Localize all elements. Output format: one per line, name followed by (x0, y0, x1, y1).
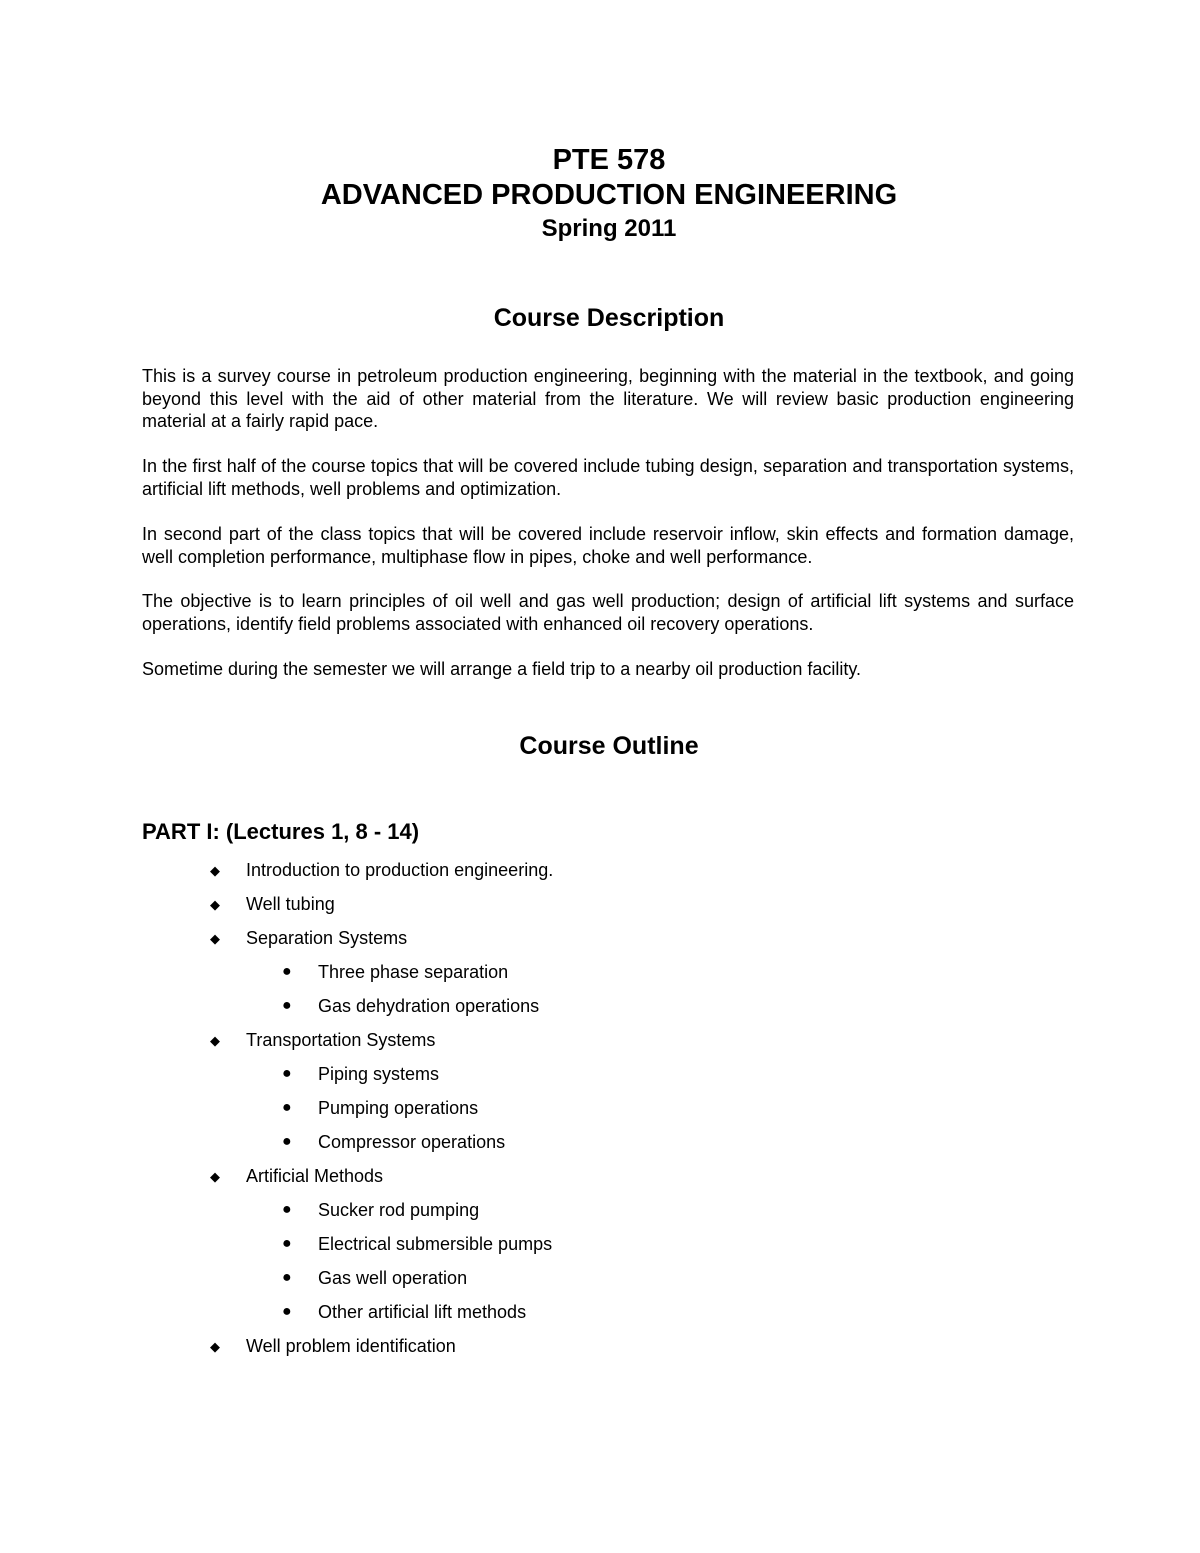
outline-subitem (0, 1093, 1200, 1127)
round-bullet-icon: ● (282, 1269, 292, 1286)
description-paragraph: The objective is to learn principles of oil well and gas well production; design of artificial lift systems and surface operations, identify field problems associated with enhanced oil recovery operations. (142, 591, 1074, 634)
description-heading: Course Description (493, 304, 725, 332)
round-bullet-icon: ● (282, 1235, 292, 1252)
outline-subitem (0, 1229, 1200, 1263)
diamond-bullet-icon: ◆ (210, 897, 220, 912)
diamond-bullet-icon: ◆ (210, 1339, 220, 1354)
outline-item-label: Artificial Methods (246, 1166, 384, 1186)
outline-item-label: Three phase separation (318, 962, 509, 982)
outline-subitem (0, 957, 1200, 991)
description-paragraph: Sometime during the semester we will arrange a field trip to a nearby oil production facility. (142, 659, 862, 679)
outline-item (0, 1025, 1200, 1059)
outline-item-label: Well tubing (246, 894, 335, 914)
outline-item-label: Gas dehydration operations (318, 996, 540, 1016)
outline-item (0, 889, 1200, 923)
diamond-bullet-icon: ◆ (210, 863, 220, 878)
part-heading: PART I: (Lectures 1, 8 - 14) (142, 819, 420, 844)
description-paragraph: This is a survey course in petroleum production engineering, beginning with the material in the textbook, and going beyond this level with the aid of other material from the literature. We will review basic production engineering material at a fairly rapid pace. (142, 366, 1074, 431)
diamond-bullet-icon: ◆ (210, 931, 220, 946)
outline-subitem (0, 1127, 1200, 1161)
outline-item (0, 923, 1200, 957)
outline-subitem (0, 1263, 1200, 1297)
outline-item (0, 855, 1200, 889)
round-bullet-icon: ● (282, 1201, 292, 1218)
outline-item-label: Piping systems (318, 1064, 440, 1084)
outline-heading: Course Outline (519, 732, 699, 760)
description-paragraph: In the first half of the course topics that will be covered include tubing design, separation and transportation systems, artificial lift methods, well problems and optimization. (142, 456, 1074, 499)
course-title: ADVANCED PRODUCTION ENGINEERING (320, 179, 898, 211)
round-bullet-icon: ● (282, 1133, 292, 1150)
outline-item (0, 1331, 1200, 1365)
outline-item-label: Well problem identification (246, 1336, 456, 1356)
outline-item-label: Gas well operation (318, 1268, 468, 1288)
outline-item-label: Separation Systems (246, 928, 408, 948)
diamond-bullet-icon: ◆ (210, 1169, 220, 1184)
round-bullet-icon: ● (282, 1303, 292, 1320)
outline-subitem (0, 991, 1200, 1025)
outline-item-label: Sucker rod pumping (318, 1200, 480, 1220)
outline-subitem (0, 1297, 1200, 1331)
course-code: PTE 578 (552, 144, 666, 176)
outline-item-label: Electrical submersible pumps (318, 1234, 553, 1254)
outline-item-label: Compressor operations (318, 1132, 506, 1152)
outline-item-label: Other artificial lift methods (318, 1302, 527, 1322)
round-bullet-icon: ● (282, 1065, 292, 1082)
outline-item-label: Transportation Systems (246, 1030, 436, 1050)
outline-item (0, 1161, 1200, 1195)
outline-list (0, 855, 1200, 1365)
description-paragraph: In second part of the class topics that will be covered include reservoir inflow, skin effects and formation damage, well completion performance, multiphase flow in pipes, choke and well performance. (142, 524, 1074, 567)
course-term: Spring 2011 (541, 215, 677, 242)
outline-item-label: Pumping operations (318, 1098, 479, 1118)
outline-item-label: Introduction to production engineering. (246, 860, 554, 880)
round-bullet-icon: ● (282, 1099, 292, 1116)
round-bullet-icon: ● (282, 997, 292, 1014)
outline-subitem (0, 1059, 1200, 1093)
round-bullet-icon: ● (282, 963, 292, 980)
diamond-bullet-icon: ◆ (210, 1033, 220, 1048)
outline-subitem (0, 1195, 1200, 1229)
